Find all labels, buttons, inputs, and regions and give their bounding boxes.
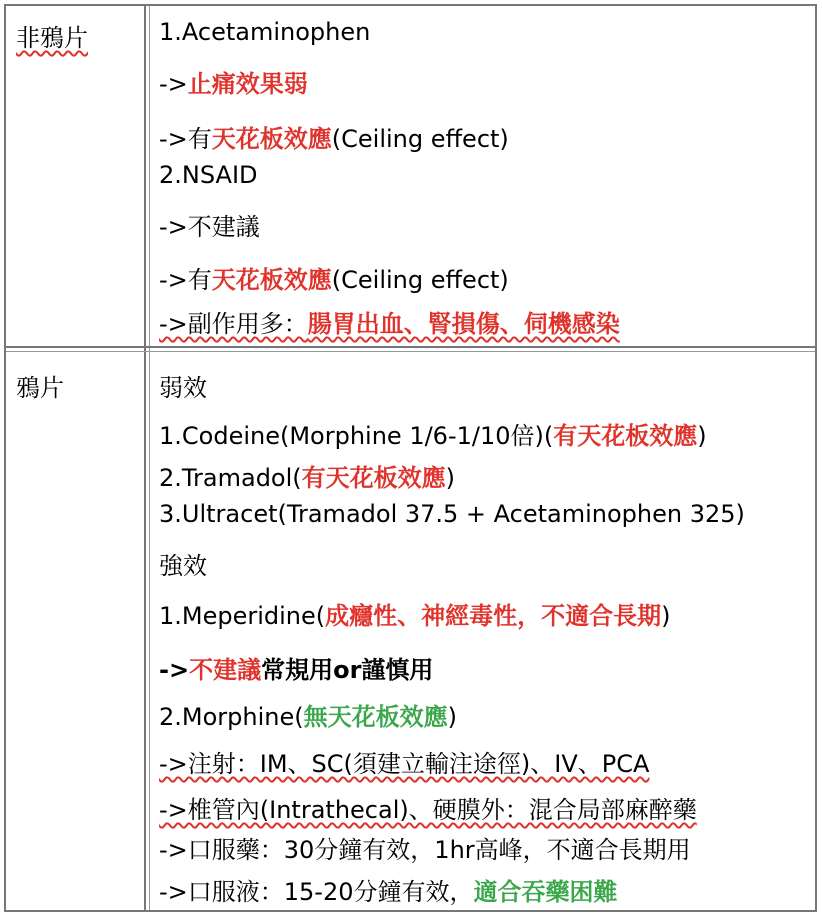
text-line: 弱效: [159, 374, 207, 402]
text-line: ->注射：IM、SC(須建立輸注途徑)、IV、PCA: [159, 750, 650, 778]
text-line: ->口服藥：30分鐘有效，1hr高峰，不適合長期用: [159, 836, 691, 864]
text-line: 1.Meperidine(成癮性、神經毒性，不適合長期): [159, 602, 671, 630]
text-line: ->椎管內(Intrathecal)、硬膜外：混合局部麻醉藥: [159, 796, 697, 824]
text-line: ->口服液：15-20分鐘有效，適合吞藥困難: [159, 878, 618, 906]
text-line: 1.Acetaminophen: [159, 18, 371, 46]
text-line: 2.NSAID: [159, 161, 258, 189]
text-line: ->副作用多：腸胃出血、腎損傷、伺機感染: [159, 310, 620, 338]
table-row-non-opioid: [6, 6, 815, 346]
text-line: 1.Codeine(Morphine 1/6-1/10倍)(有天花板效應): [159, 422, 707, 450]
text-line: ->有天花板效應(Ceiling effect): [159, 125, 509, 153]
text-line: 2.Tramadol(有天花板效應): [159, 464, 456, 492]
text-line: 3.Ultracet(Tramadol 37.5 + Acetaminophen 325): [159, 500, 745, 528]
text-line: ->止痛效果弱: [159, 70, 308, 98]
row-label-opioid: 鴉片: [16, 374, 64, 402]
row-label-non-opioid: 非鴉片: [16, 24, 88, 52]
text-line: 2.Morphine(無天花板效應): [159, 703, 457, 731]
text-line: 強效: [159, 552, 207, 580]
row-divider: [6, 346, 815, 348]
table-row-opioid: [6, 352, 815, 910]
text-line: ->有天花板效應(Ceiling effect): [159, 266, 509, 294]
text-line: ->不建議: [159, 213, 260, 241]
text-line: ->不建議常規用or謹慎用: [159, 656, 434, 684]
drug-table: [4, 4, 817, 912]
